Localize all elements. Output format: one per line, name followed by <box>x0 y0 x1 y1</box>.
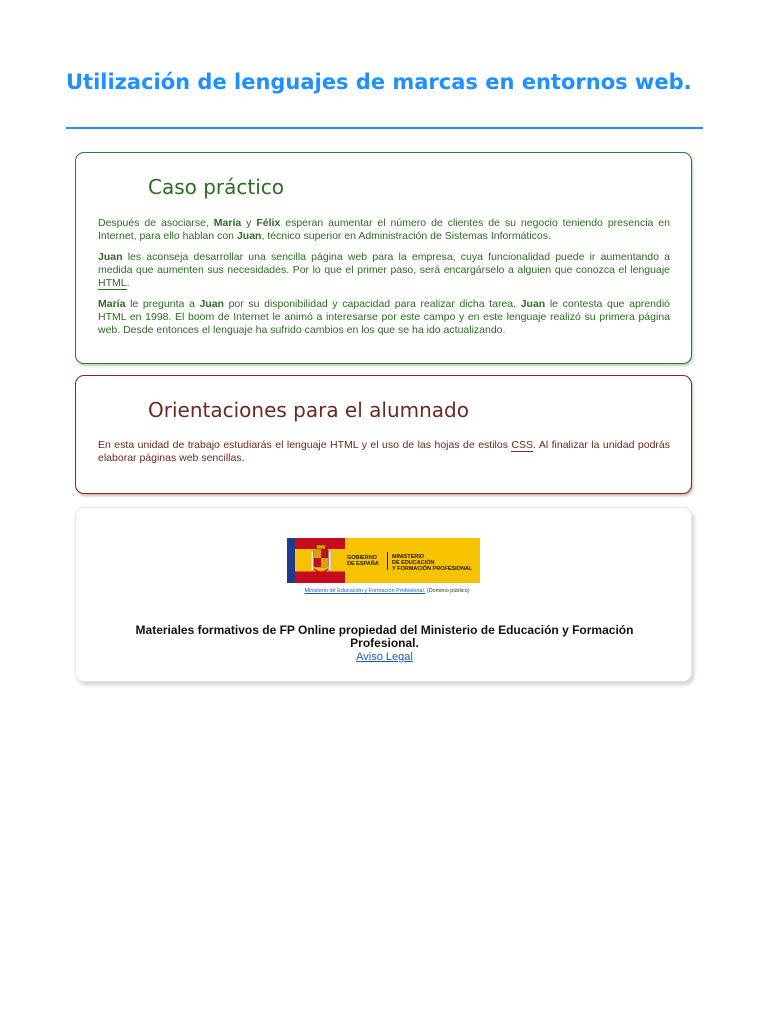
text-span: esperan aumentar el número de clientes de su negocio teniendo presencia en Internet, para ello hablan con <box>98 217 670 242</box>
caso-practico-box <box>75 152 692 364</box>
ministerio-link[interactable]: Ministerio de Educación y Formación Profesional. <box>304 588 426 594</box>
aviso-legal-link[interactable]: Aviso Legal <box>356 651 413 663</box>
text-span: Después de asociarse, <box>98 217 214 229</box>
logo-separator <box>387 552 388 570</box>
logo-line: Y FORMACIÓN PROFESIONAL <box>392 566 473 572</box>
text-span: les aconseja desarrollar una sencilla página web para la empresa, cuya funcionalidad puede ir aumentando a medida que aumenten sus necesidades. Por lo que el primer paso, será encargárselo a alguien que conozca el lenguaje <box>98 251 670 276</box>
orientaciones-body <box>98 439 670 473</box>
caso-practico-body <box>98 217 670 345</box>
orientaciones-paragraph <box>98 439 670 465</box>
name-juan: Juan <box>98 251 123 263</box>
glossary-term-html[interactable]: HTML <box>98 277 127 289</box>
name-maria: María <box>213 217 242 229</box>
ministerio-logo <box>287 538 480 583</box>
text-span: . Al finalizar la unidad podrás elaborar páginas web sencillas. <box>98 439 671 464</box>
text-span: , técnico superior en Administración de Sistemas Informáticos. <box>261 230 551 242</box>
caso-paragraph-1 <box>98 217 670 243</box>
glossary-term-css[interactable]: CSS <box>511 439 534 451</box>
text-span: . <box>126 277 130 289</box>
logo-ministerio-text <box>392 554 472 572</box>
text-span: le pregunta a <box>125 298 200 310</box>
caso-paragraph-3 <box>98 298 670 337</box>
text-span: En esta unidad de trabajo estudiarás el lenguaje HTML y el uso de las hojas de estilos <box>98 439 512 451</box>
logo-caption <box>287 588 487 595</box>
text-span: por su disponibilidad y capacidad para realizar dicha tarea. <box>223 298 521 310</box>
footer-box <box>75 507 692 682</box>
materials-ownership-text: Materiales formativos de FP Online propiedad del Ministerio de Educación y Formación Profesional. <box>135 623 634 650</box>
caso-practico-heading: Caso práctico <box>148 175 285 199</box>
text-span: y <box>241 217 257 229</box>
name-juan: Juan <box>520 298 546 310</box>
coat-of-arms-icon <box>311 543 331 577</box>
page-title: Utilización de lenguajes de marcas en entornos web. <box>66 70 692 94</box>
caso-paragraph-2 <box>98 251 670 290</box>
logo-gobierno-text <box>347 555 379 567</box>
text-span: le contesta que aprendió HTML en 1998. El boom de Internet le animó a interesarse por este campo y en este lenguaje realizó su primera página web. Desde entonces el lenguaje ha sufrido cambios en los que se ha ido actualizando. <box>98 298 670 336</box>
logo-line: GOBIERNO <box>347 555 377 561</box>
orientaciones-heading: Orientaciones para el alumnado <box>148 398 469 422</box>
license-text: (Dominio público) <box>425 588 470 594</box>
logo-line: MINISTERIO <box>392 554 425 560</box>
name-felix: Félix <box>256 217 281 229</box>
logo-line: DE EDUCACIÓN <box>392 560 435 566</box>
logo-line: DE ESPAÑA <box>347 561 379 567</box>
orientaciones-box <box>75 375 692 494</box>
title-divider <box>66 127 703 129</box>
legal-notice <box>116 651 653 664</box>
name-juan: Juan <box>236 230 262 242</box>
eu-flag-band <box>287 538 295 583</box>
name-juan: Juan <box>199 298 224 310</box>
name-maria: María <box>98 298 126 310</box>
